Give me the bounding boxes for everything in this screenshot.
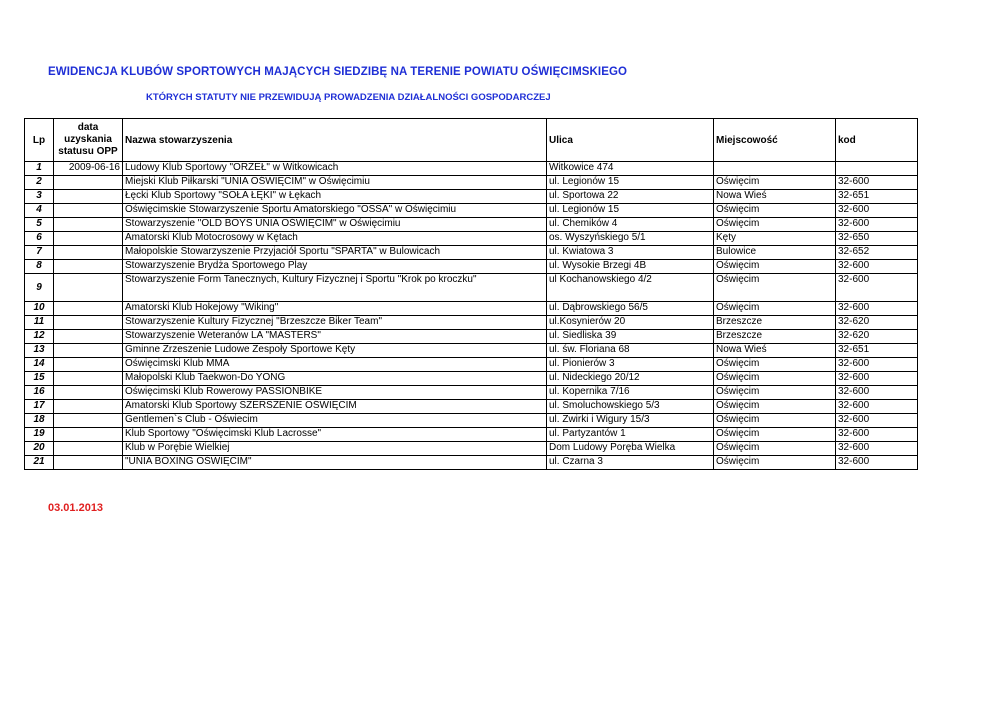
cell-city: Oświęcim (714, 372, 836, 386)
cell-city: Oświęcim (714, 400, 836, 414)
cell-opp-date (54, 260, 123, 274)
cell-city: Oświęcim (714, 358, 836, 372)
cell-lp: 4 (25, 204, 54, 218)
header-lp: Lp (25, 119, 54, 162)
cell-code: 32-600 (836, 274, 918, 302)
cell-street: ul. Czarna 3 (547, 456, 714, 470)
cell-street: ul. Partyzantów 1 (547, 428, 714, 442)
table-row (25, 400, 918, 414)
cell-city: Oświęcim (714, 428, 836, 442)
cell-name: Stowarzyszenie Weteranów LA "MASTERS" (123, 330, 547, 344)
cell-code: 32-600 (836, 176, 918, 190)
cell-street: ul. Legionów 15 (547, 204, 714, 218)
header-street: Ulica (547, 119, 714, 162)
cell-opp-date (54, 400, 123, 414)
cell-city: Oświęcim (714, 414, 836, 428)
cell-lp: 13 (25, 344, 54, 358)
table-row (25, 162, 918, 176)
cell-lp: 5 (25, 218, 54, 232)
cell-street: ul. Nideckiego 20/12 (547, 372, 714, 386)
cell-code: 32-620 (836, 330, 918, 344)
cell-lp: 7 (25, 246, 54, 260)
cell-lp: 17 (25, 400, 54, 414)
header-name: Nazwa stowarzyszenia (123, 119, 547, 162)
table-row (25, 344, 918, 358)
cell-name: "UNIA BOXING OŚWIĘCIM" (123, 456, 547, 470)
table-header-row (25, 119, 918, 162)
cell-name: Stowarzyszenie Form Tanecznych, Kultury Fizycznej i Sportu "Krok po kroczku" (123, 274, 547, 302)
cell-name: Gentlemen`s Club - Oświecim (123, 414, 547, 428)
cell-street: ul.Kosynierów 20 (547, 316, 714, 330)
document-subtitle: KTÓRYCH STATUTY NIE PRZEWIDUJĄ PROWADZENIA DZIAŁALNOŚCI GOSPODARCZEJ (146, 92, 551, 103)
cell-code: 32-600 (836, 386, 918, 400)
cell-lp: 15 (25, 372, 54, 386)
cell-lp: 2 (25, 176, 54, 190)
cell-name: Stowarzyszenie Brydża Sportowego Play (123, 260, 547, 274)
cell-name: Stowarzyszenie "OLD BOYS UNIA OŚWIĘCIM" w Oświęcimiu (123, 218, 547, 232)
table-row (25, 372, 918, 386)
cell-code: 32-650 (836, 232, 918, 246)
cell-code: 32-600 (836, 204, 918, 218)
cell-street: ul Kochanowskiego 4/2 (547, 274, 714, 302)
cell-name: Amatorski Klub Sportowy SZERSZENIE OŚWIĘCIM (123, 400, 547, 414)
header-date-line2: uzyskania (64, 134, 112, 145)
cell-name: Amatorski Klub Hokejowy "Wiking" (123, 302, 547, 316)
document-title: EWIDENCJA KLUBÓW SPORTOWYCH MAJĄCYCH SIEDZIBĘ NA TERENIE POWIATU OŚWIĘCIMSKIEGO (48, 66, 628, 78)
cell-code (836, 162, 918, 176)
cell-street: ul. Pionierów 3 (547, 358, 714, 372)
cell-city: Oświęcim (714, 176, 836, 190)
table-row (25, 232, 918, 246)
cell-city: Nowa Wieś (714, 344, 836, 358)
table-row (25, 246, 918, 260)
cell-lp: 9 (25, 274, 54, 302)
cell-street: ul. Sportowa 22 (547, 190, 714, 204)
cell-code: 32-600 (836, 372, 918, 386)
cell-name: Małopolskie Stowarzyszenie Przyjaciół Sportu "SPARTA" w Bulowicach (123, 246, 547, 260)
cell-street: Dom Ludowy Poręba Wielka (547, 442, 714, 456)
cell-opp-date (54, 386, 123, 400)
cell-street: ul. Kopernika 7/16 (547, 386, 714, 400)
cell-name: Oświęcimski Klub Rowerowy PASSIONBIKE (123, 386, 547, 400)
cell-name: Małopolski Klub Taekwon-Do YONG (123, 372, 547, 386)
table-row (25, 316, 918, 330)
table-row (25, 302, 918, 316)
table-row (25, 330, 918, 344)
cell-lp: 16 (25, 386, 54, 400)
header-opp-date (54, 119, 123, 162)
footer-date: 03.01.2013 (48, 502, 104, 514)
header-date-line3: statusu OPP (58, 146, 118, 157)
header-code: kod (836, 119, 918, 162)
cell-street: ul. Chemików 4 (547, 218, 714, 232)
cell-opp-date (54, 302, 123, 316)
cell-lp: 14 (25, 358, 54, 372)
cell-lp: 10 (25, 302, 54, 316)
cell-lp: 11 (25, 316, 54, 330)
cell-opp-date (54, 456, 123, 470)
cell-city: Oświęcim (714, 302, 836, 316)
cell-name: Oświęcimski Klub MMA (123, 358, 547, 372)
cell-street: os. Wyszyńskiego 5/1 (547, 232, 714, 246)
table-row (25, 358, 918, 372)
table-row (25, 204, 918, 218)
table-row (25, 190, 918, 204)
cell-street: ul. Kwiatowa 3 (547, 246, 714, 260)
table-row (25, 456, 918, 470)
clubs-table (24, 118, 918, 470)
cell-name: Klub w Porębie Wielkiej (123, 442, 547, 456)
header-city: Miejscowość (714, 119, 836, 162)
cell-code: 32-600 (836, 302, 918, 316)
cell-opp-date (54, 176, 123, 190)
cell-opp-date (54, 442, 123, 456)
cell-lp: 8 (25, 260, 54, 274)
table-row (25, 386, 918, 400)
cell-city: Oświęcim (714, 260, 836, 274)
cell-street: ul. Wysokie Brzegi 4B (547, 260, 714, 274)
cell-opp-date (54, 232, 123, 246)
cell-opp-date (54, 218, 123, 232)
cell-city: Oświęcim (714, 218, 836, 232)
cell-name: Łęcki Klub Sportowy "SOŁA ŁĘKI" w Łękach (123, 190, 547, 204)
cell-lp: 1 (25, 162, 54, 176)
cell-code: 32-600 (836, 414, 918, 428)
cell-city: Brzeszcze (714, 330, 836, 344)
cell-city: Oświęcim (714, 456, 836, 470)
cell-lp: 19 (25, 428, 54, 442)
table-row (25, 260, 918, 274)
cell-opp-date (54, 428, 123, 442)
cell-code: 32-600 (836, 358, 918, 372)
cell-name: Oświęcimskie Stowarzyszenie Sportu Amatorskiego "OSSA" w Oświęcimiu (123, 204, 547, 218)
table-row (25, 428, 918, 442)
cell-code: 32-600 (836, 400, 918, 414)
cell-city (714, 162, 836, 176)
cell-code: 32-600 (836, 218, 918, 232)
table-body (25, 162, 918, 470)
cell-opp-date (54, 190, 123, 204)
cell-street: ul. św. Floriana 68 (547, 344, 714, 358)
cell-city: Nowa Wieś (714, 190, 836, 204)
cell-city: Brzeszcze (714, 316, 836, 330)
cell-opp-date: 2009-06-16 (54, 162, 123, 176)
cell-lp: 6 (25, 232, 54, 246)
cell-street: Witkowice 474 (547, 162, 714, 176)
cell-lp: 12 (25, 330, 54, 344)
cell-opp-date (54, 316, 123, 330)
cell-street: ul. Dąbrowskiego 56/5 (547, 302, 714, 316)
cell-city: Kęty (714, 232, 836, 246)
cell-lp: 18 (25, 414, 54, 428)
cell-name: Miejski Klub Piłkarski "UNIA OŚWIĘCIM" w Oświęcimiu (123, 176, 547, 190)
table-row (25, 274, 918, 302)
header-date-line1: data (77, 122, 99, 133)
cell-opp-date (54, 274, 123, 302)
cell-city: Oświęcim (714, 386, 836, 400)
cell-street: ul. Smoluchowskiego 5/3 (547, 400, 714, 414)
cell-city: Oświęcim (714, 442, 836, 456)
table-row (25, 176, 918, 190)
cell-code: 32-600 (836, 442, 918, 456)
cell-code: 32-600 (836, 428, 918, 442)
cell-name: Ludowy Klub Sportowy "ORZEŁ" w Witkowicach (123, 162, 547, 176)
cell-opp-date (54, 358, 123, 372)
cell-code: 32-652 (836, 246, 918, 260)
cell-code: 32-620 (836, 316, 918, 330)
cell-opp-date (54, 344, 123, 358)
cell-opp-date (54, 246, 123, 260)
cell-street: ul. Żwirki i Wigury 15/3 (547, 414, 714, 428)
cell-name: Klub Sportowy "Oświęcimski Klub Lacrosse" (123, 428, 547, 442)
cell-city: Oświęcim (714, 274, 836, 302)
cell-opp-date (54, 330, 123, 344)
cell-lp: 20 (25, 442, 54, 456)
cell-city: Oświęcim (714, 204, 836, 218)
cell-code: 32-600 (836, 260, 918, 274)
cell-name: Stowarzyszenie Kultury Fizycznej "Brzeszcze Biker Team" (123, 316, 547, 330)
cell-opp-date (54, 204, 123, 218)
cell-code: 32-651 (836, 190, 918, 204)
cell-code: 32-600 (836, 456, 918, 470)
table-row (25, 414, 918, 428)
cell-name: Amatorski Klub Motocrosowy w Kętach (123, 232, 547, 246)
cell-opp-date (54, 414, 123, 428)
cell-opp-date (54, 372, 123, 386)
cell-street: ul. Legionów 15 (547, 176, 714, 190)
cell-name: Gminne Zrzeszenie Ludowe Zespoły Sportowe Kęty (123, 344, 547, 358)
cell-code: 32-651 (836, 344, 918, 358)
table-row (25, 218, 918, 232)
cell-lp: 21 (25, 456, 54, 470)
cell-city: Bulowice (714, 246, 836, 260)
table-row (25, 442, 918, 456)
cell-street: ul. Siedliska 39 (547, 330, 714, 344)
cell-lp: 3 (25, 190, 54, 204)
